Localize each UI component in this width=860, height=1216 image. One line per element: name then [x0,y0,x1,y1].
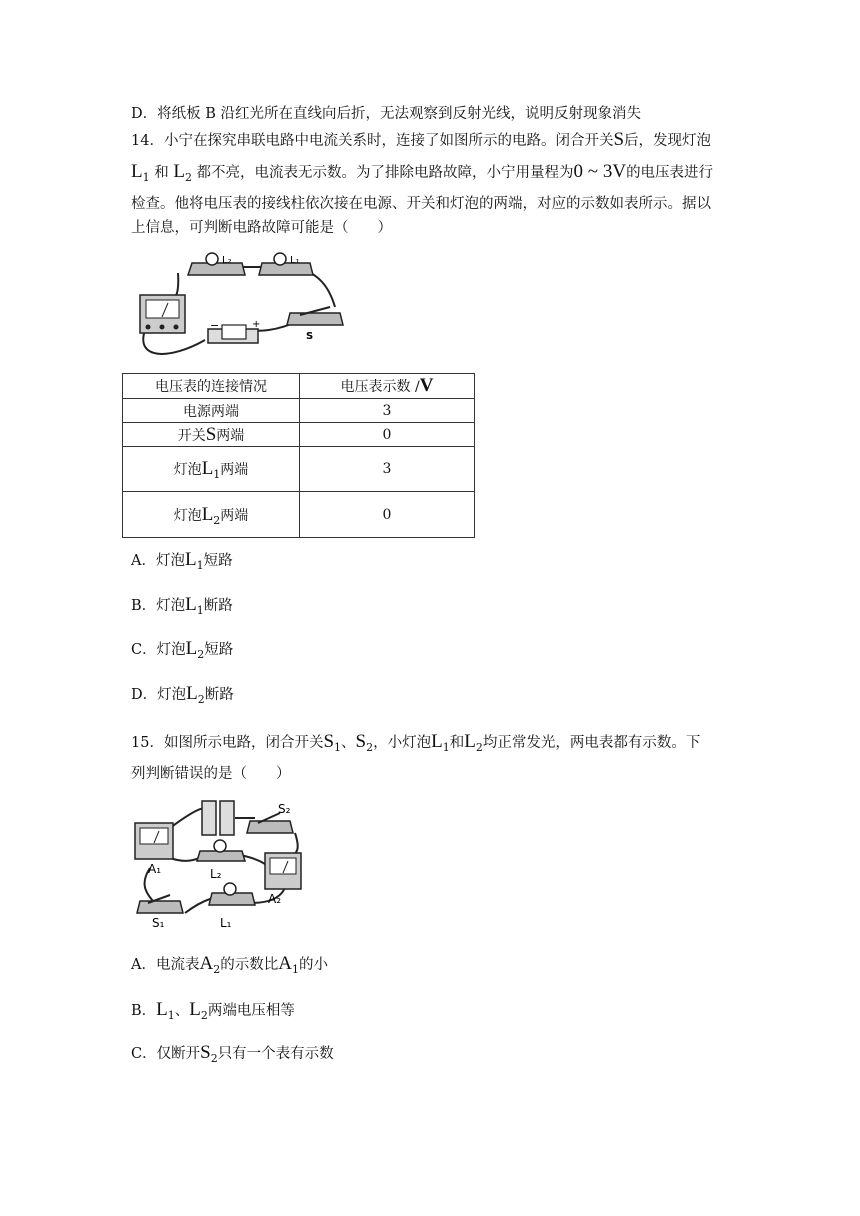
table-cell-value: 3 [300,447,475,492]
table-header-reading: 电压表示数 /V [300,374,475,399]
q15-switch-s2 [247,813,293,833]
q15-battery-pack [202,801,234,835]
q14-circuit-figure [130,245,360,367]
q15-stem-line2: 列判断错误的是（ ） [131,766,291,782]
table-cell-value: 0 [300,423,475,447]
q14-voltage-table [122,373,475,538]
q14-stem-line2: $L_1$ 和 $L_2$ 都不亮，电流表无示数。为了排除电路故障，小宁用量程为0 ~ 3V的电压表进行 [131,161,714,184]
q15-label-s2: S₂ [278,802,291,816]
q13-option-d: D．将纸板 B 沿红光所在直线向后折，无法观察到反射光线，说明反射现象消失 [131,106,641,122]
q15-option-c: C．仅断开$S_2$只有一个表有示数 [131,1042,334,1065]
q14-option-c: C．灯泡$L_2$短路 [131,638,234,661]
q14-option-d: D．灯泡$L_2$断路 [131,683,234,706]
q15-lamp-l1 [209,883,255,905]
q14-option-a: A．灯泡$L_1$短路 [131,549,233,572]
table-row [123,447,475,492]
table-header-connection: 电压表的连接情况 [123,374,300,399]
q14-stem-line4: 上信息，可判断电路故障可能是（ ） [131,220,392,236]
q14-label-s: S [306,331,314,342]
q14-stem-line3: 检查。他将电压表的接线柱依次接在电源、开关和灯泡的两端，对应的示数如表所示。据以 [131,196,711,212]
table-cell-value: 3 [300,399,475,423]
table-header-row [123,374,475,399]
q14-label-minus: − [210,319,220,332]
q14-label-l1: L₁ [290,255,300,266]
q14-stem-line1: 14．小宁在探究串联电路中电流关系时，连接了如图所示的电路。闭合开关S后，发现灯泡 [131,129,712,150]
table-row [123,399,475,423]
q14-option-b: B．灯泡$L_1$断路 [131,594,233,617]
q14-switch [287,307,343,325]
table-row [123,423,475,447]
q14-label-plus: + [252,319,261,330]
q15-ammeter-a1 [135,823,173,859]
q15-label-s1: S₁ [152,916,165,930]
q15-stem-line1: 15．如图所示电路，闭合开关$S_1$、$S_2$，小灯泡$L_1$和$L_2$均正常发光，两电表都有示数。下 [131,731,701,754]
q15-option-b: B．$L_1$、$L_2$两端电压相等 [131,999,295,1022]
q15-label-a1: A₁ [148,862,162,876]
q15-label-l1: L₁ [220,916,232,930]
q15-lamp-l2 [197,840,245,861]
q14-label-l2: L₂ [222,255,232,266]
q15-label-a2: A₂ [268,892,282,906]
table-cell-connection: 灯泡$L_2$两端 [123,492,300,538]
q15-switch-s1 [137,895,183,913]
table-cell-connection: 开关S两端 [123,423,300,447]
q15-circuit-figure [130,793,310,933]
q14-lamp-l1 [259,253,313,275]
q14-voltmeter [140,295,185,333]
q14-lamp-l2 [188,253,245,275]
table-cell-value: 0 [300,492,475,538]
table-row [123,492,475,538]
q15-ammeter-a2 [265,853,301,889]
q15-option-a: A．电流表$A_2$的示数比$A_1$的小 [131,953,328,976]
q15-label-l2: L₂ [210,867,222,881]
table-cell-connection: 电源两端 [123,399,300,423]
table-cell-connection: 灯泡$L_1$两端 [123,447,300,492]
